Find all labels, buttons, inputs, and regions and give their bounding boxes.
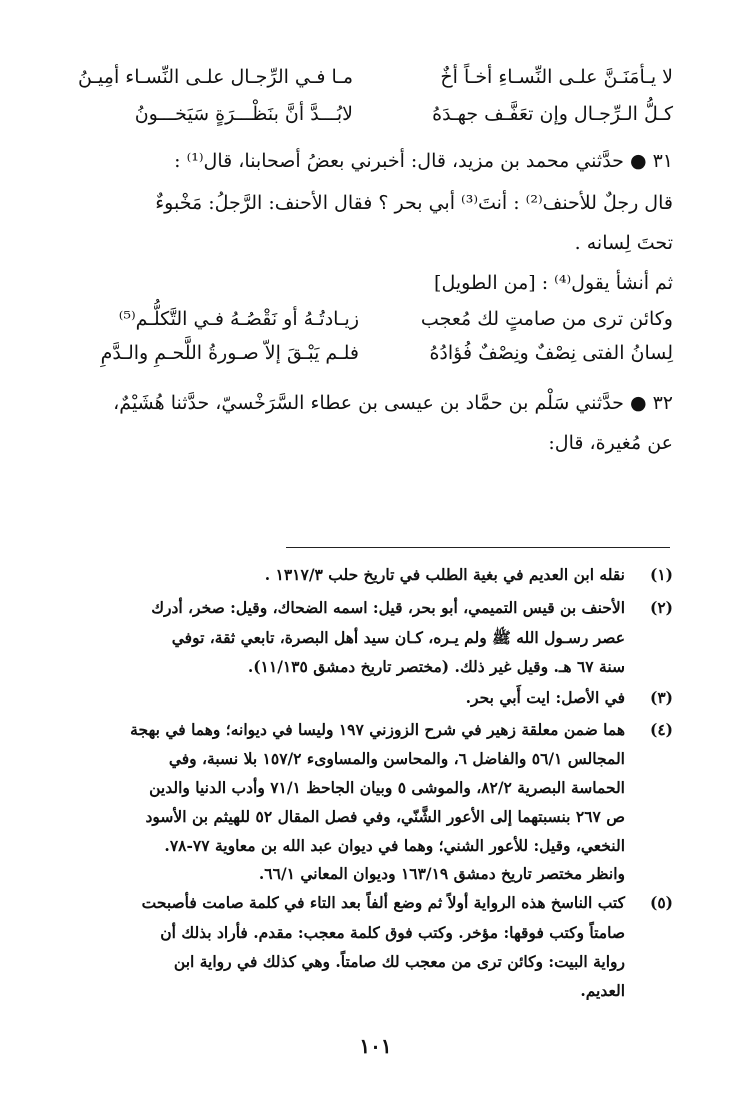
footnote-2-line-3: سنة ٦٧ هـ. وقيل غير ذلك. (مختصر تاريخ دمشق ١١/١٣٥).: [247, 657, 625, 676]
footnote-4-line-4: ص ٢٦٧ بنسبتهما إلى الأعور الشَّنّي، وفي فصل المقال ٥٢ للهيثم بن الأسود: [145, 807, 625, 826]
poem2-right-hemistich-1: وكائن ترى من صامتٍ لك مُعجب: [420, 308, 673, 330]
footnote-1-number: (١): [649, 565, 673, 584]
footnote-5-line-4: العديم.: [580, 981, 625, 1000]
footnote-4-line-3: الحماسة البصرية ٨٢/٢، والموشى ٥ وبيان الجاحظ ٧١/١ وأدب الدنيا والدين: [149, 778, 625, 797]
page-number: ١٠١: [359, 1034, 392, 1058]
footnote-3-number: (٣): [649, 688, 673, 707]
footnote-5-line-3: رواية البيت: وكائن ترى من معجب لك صامتاً. وهي كذلك في رواية ابن: [173, 952, 625, 971]
hadith-32-line-2: عن مُغيرة، قال:: [548, 432, 673, 454]
poem1-right-hemistich-2: كـلُّ الـرِّجـال وإن تعَفَّـف جهـدَهُ: [432, 103, 673, 125]
poem1-left-hemistich-1: مـا فـي الرِّجـال علـى النِّسـاء أمِيـنُ: [78, 66, 353, 88]
poem2-left-hemistich-1: زيـادتُـهُ أو نَقْصُـهُ فـي التَّكلُّـم⁽⁵⁾: [118, 308, 359, 330]
footnote-2-line-1: الأحنف بن قيس التميمي، أبو بحر، قيل: اسمه الضحاك، وقيل: صخر، أدرك: [151, 598, 625, 617]
footnote-5-line-2: صامتاً وكتب فوقها: مؤخر. وكتب فوق كلمة معجب: مقدم. فأراد بذلك أن: [160, 923, 625, 942]
poem1-right-hemistich-1: لا يـأمَنَـنَّ علـى النِّسـاءِ أخـاً أخٌ: [440, 66, 673, 88]
hadith-31-line-1: ٣١ ● حدَّثني محمد بن مزيد، قال: أخبرني بعضُ أصحابنا، قال⁽¹⁾ :: [174, 150, 673, 172]
poem1-left-hemistich-2: لابُـــدَّ أنَّ بنَظْـــرَةٍ سَيَخـــونُ: [134, 103, 353, 125]
footnote-4-line-1: هما ضمن معلقة زهير في شرح الزوزني ١٩٧ وليسا في ديوانه؛ وهما في بهجة: [130, 720, 625, 739]
hadith-32-line-1: ٣٢ ● حدَّثني سَلْم بن حمَّاد بن عيسى بن عطاء السَّرَخْسيّ، حدَّثنا هُشَيْمٌ،: [113, 392, 673, 414]
footnote-separator: [286, 547, 670, 548]
footnote-5-line-1: كتب الناسخ هذه الرواية أولاً ثم وضع ألفاً بعد التاء في كلمة صامت فأصبحت: [141, 893, 625, 912]
hadith-31-line-3: تحتَ لِسانه .: [574, 232, 673, 254]
hadith-31-line-4: ثم أنشأ يقول⁽⁴⁾ : [من الطويل]: [434, 272, 673, 294]
footnote-5-number: (٥): [649, 893, 673, 912]
footnote-2-number: (٢): [649, 598, 673, 617]
hadith-31-line-2: قال رجلٌ للأحنف⁽²⁾ : أنتَ⁽³⁾ أبي بحر ؟ فقال الأحنف: الرَّجلُ: مَخْبوءٌ: [155, 192, 673, 214]
footnote-4-line-5: النخعي، وقيل: للأعور الشني؛ وهما في ديوان عبد الله بن معاوية ٧٧-٧٨.: [164, 836, 625, 855]
footnote-1-line-1: نقله ابن العديم في بغية الطلب في تاريخ حلب ١٣١٧/٣ .: [264, 565, 625, 584]
footnote-3-line-1: في الأصل: ايت أَبي بحر.: [465, 688, 625, 707]
footnote-2-line-2: عصر رسـول الله ﷺ ولم يـره، كـان سيد أهل البصرة، تابعي ثقة، توفي: [171, 628, 625, 647]
poem2-left-hemistich-2: فلـم يَبْـقَ إلاّ صـورةُ اللَّحـمِ والـدَّمِ: [100, 342, 359, 364]
footnote-4-number: (٤): [649, 720, 673, 739]
poem2-right-hemistich-2: لِسانُ الفتى نِصْفٌ ونِصْفٌ فُؤادُهُ: [429, 342, 673, 364]
footnote-4-line-6: وانظر مختصر تاريخ دمشق ١٦٣/١٩ وديوان المعاني ٦٦/١.: [258, 864, 625, 883]
footnote-4-line-2: المجالس ٥٦/١ والفاضل ٦، والمحاسن والمساوىء ١٥٧/٢ بلا نسبة، وفي: [168, 749, 625, 768]
